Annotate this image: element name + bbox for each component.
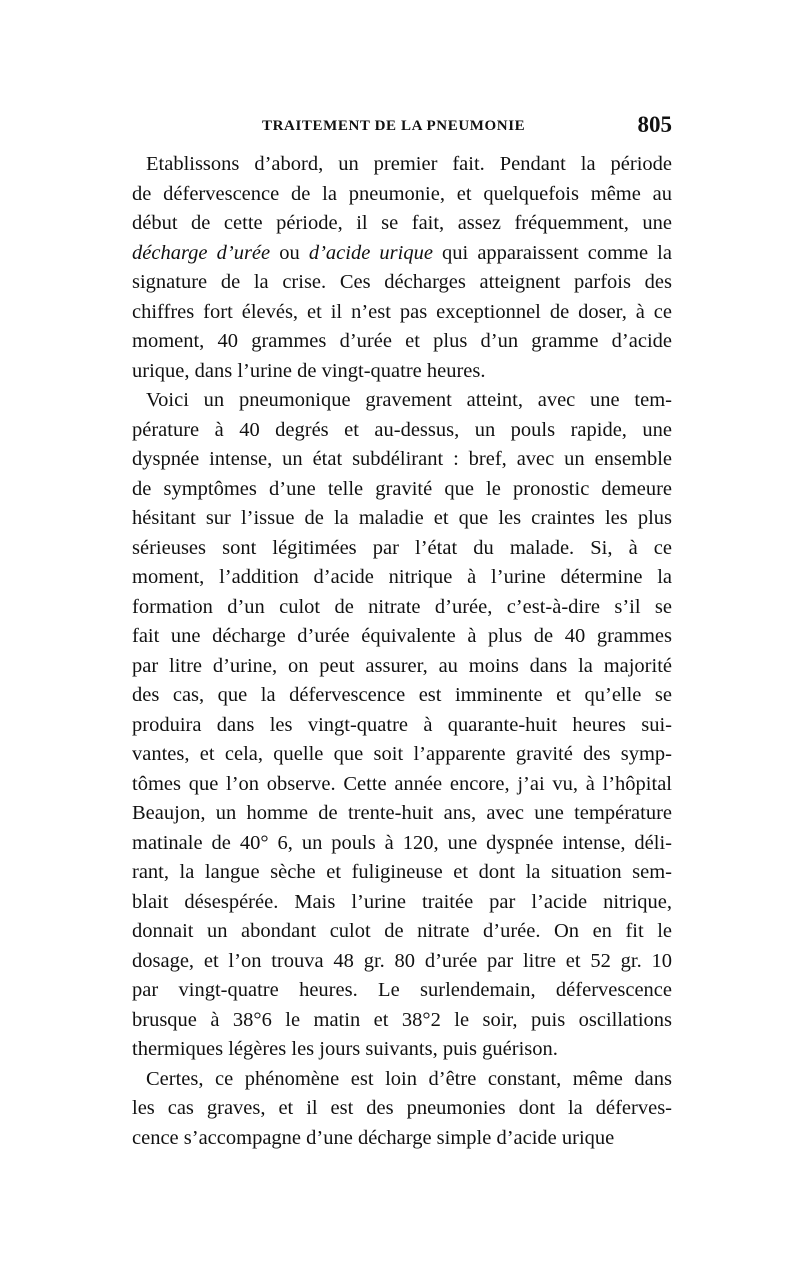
text-line: dyspnée intense, un état subdélirant : bref, avec un ensemble [132, 448, 672, 470]
text-line: les cas graves, et il est des pneumonies dont la déferves- [132, 1097, 672, 1119]
text-line: produira dans les vingt-quatre à quarante-huit heures sui- [132, 713, 672, 736]
text-line: par vingt-quatre heures. Le surlendemain, défervescence [132, 979, 672, 1001]
text-line: sérieuses sont légitimées par l’état du malade. Si, à ce [132, 536, 672, 559]
running-head: TRAITEMENT DE LA PNEUMONIE [262, 118, 526, 134]
text-line: tômes que l’on observe. Cette année encore, j’ai vu, à l’hôpital [132, 772, 672, 795]
page-header [132, 112, 672, 142]
text-segment: ou [270, 241, 309, 264]
text-line: chiffres fort élevés, et il n’est pas exceptionnel de doser, à ce [132, 300, 672, 323]
text-line [132, 239, 672, 269]
text-line: Certes, ce phénomène est loin d’être constant, même dans [146, 1067, 672, 1090]
text-line: rant, la langue sèche et fuligineuse et dont la situation sem- [132, 861, 672, 883]
text-line: moment, l’addition d’acide nitrique à l’urine détermine la [132, 566, 672, 588]
body-text [132, 150, 672, 1153]
text-line: thermiques légères les jours suivants, puis guérison. [132, 1038, 558, 1060]
text-line: vantes, et cela, quelle que soit l’apparente gravité des symp- [132, 743, 672, 765]
text-line: moment, 40 grammes d’urée et plus d’un gramme d’acide [132, 330, 672, 352]
text-line: brusque à 38°6 le matin et 38°2 le soir, puis oscillations [132, 1008, 672, 1031]
text-line: fait une décharge d’urée équivalente à plus de 40 grammes [132, 625, 672, 647]
text-line: des cas, que la défervescence est imminente et qu’elle se [132, 684, 672, 706]
text-line: Beaujon, un homme de trente-huit ans, avec une température [132, 802, 672, 824]
text-line: pérature à 40 degrés et au-dessus, un pouls rapide, une [132, 418, 672, 441]
text-segment: qui apparaissent comme la [432, 241, 672, 264]
text-line: matinale de 40° 6, un pouls à 120, une dyspnée intense, déli- [132, 831, 672, 854]
text-line: dosage, et l’on trouva 48 gr. 80 d’urée par litre et 52 gr. 10 [132, 949, 672, 972]
text-line: cence s’accompagne d’une décharge simple d’acide urique [132, 1126, 615, 1149]
paragraph [132, 150, 672, 386]
text-line: formation d’un culot de nitrate d’urée, c’est-à-dire s’il se [132, 595, 672, 618]
text-line: de symptômes d’une telle gravité que le pronostic demeure [132, 477, 672, 500]
text-line: Voici un pneumonique gravement atteint, avec une tem- [146, 389, 672, 411]
italic-term: d’acide urique [308, 241, 433, 264]
text-line: donnait un abondant culot de nitrate d’urée. On en fit le [132, 920, 672, 942]
text-line: urique, dans l’urine de vingt-quatre heures. [132, 359, 486, 382]
page-number: 805 [637, 112, 672, 137]
paragraph [132, 1065, 672, 1154]
paragraph [132, 386, 672, 1065]
italic-term: décharge d’urée [132, 241, 271, 264]
text-line: de défervescence de la pneumonie, et quelquefois même au [132, 182, 672, 205]
text-line: début de cette période, il se fait, assez fréquemment, une [132, 212, 672, 234]
text-line: hésitant sur l’issue de la maladie et que les craintes les plus [132, 507, 672, 529]
text-line: signature de la crise. Ces décharges atteignent parfois des [132, 271, 672, 293]
text-line: blait désespérée. Mais l’urine traitée par l’acide nitrique, [132, 890, 672, 913]
text-line: Etablissons d’abord, un premier fait. Pendant la période [146, 153, 672, 175]
text-line: par litre d’urine, on peut assurer, au moins dans la majorité [132, 654, 672, 677]
